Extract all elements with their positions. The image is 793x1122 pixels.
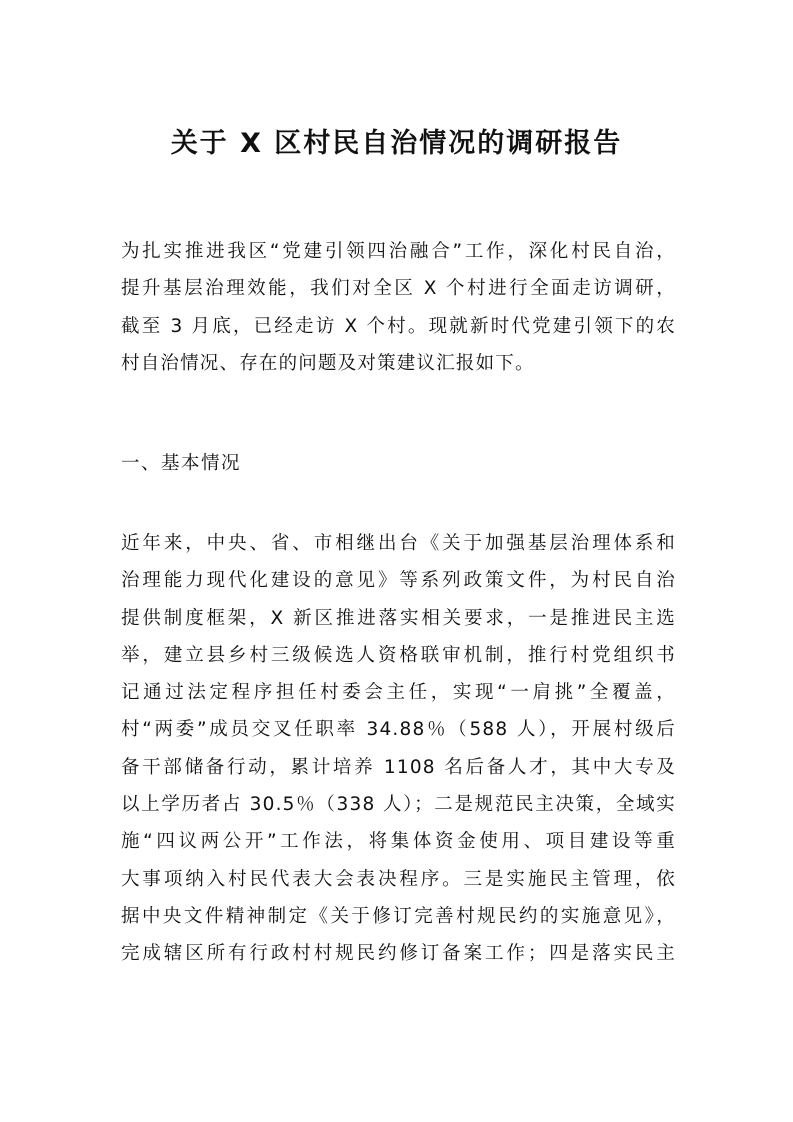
paragraph-line: 村“两委”成员交叉任职率 34.88％（588 人），开展村级后 (121, 719, 676, 741)
paragraph-line: 提升基层治理效能，我们对全区 X 个村进行全面走访调研， (121, 278, 676, 300)
paragraph-line: 提供制度框架，X 新区推进落实相关要求，一是推进民主选 (121, 607, 676, 629)
paragraph-line: 完成辖区所有行政村村规民约修订备案工作；四是落实民主 (121, 943, 676, 965)
paragraph-line: 备干部储备行动，累计培养 1108 名后备人才，其中大专及 (121, 756, 676, 778)
paragraph-line: 近年来，中央、省、市相继出台《关于加强基层治理体系和 (121, 533, 676, 554)
paragraph-line: 据中央文件精神制定《关于修订完善村规民约的实施意见》， (121, 905, 676, 927)
paragraph-line: 村自治情况、存在的问题及对策建议汇报如下。 (121, 352, 535, 374)
paragraph-line: 大事项纳入村民代表大会表决程序。三是实施民主管理，依 (121, 868, 676, 890)
paragraph-line: 举，建立县乡村三级候选人资格联审机制，推行村党组织书 (121, 644, 676, 666)
intro-paragraph (121, 233, 676, 382)
section-paragraph (121, 525, 676, 973)
document-title: 关于 X 区村民自治情况的调研报告 (170, 128, 623, 159)
section-heading: 一、基本情况 (121, 453, 242, 474)
paragraph-line: 为扎实推进我区“党建引领四治融合”工作，深化村民自治， (121, 241, 676, 262)
paragraph-line: 治理能力现代化建设的意见》等系列政策文件，为村民自治 (121, 570, 676, 592)
paragraph-line: 施“四议两公开”工作法，将集体资金使用、项目建设等重 (121, 831, 676, 853)
paragraph-line: 记通过法定程序担任村委会主任，实现“一肩挑”全覆盖， (121, 682, 676, 704)
paragraph-line: 截至 3 月底，已经走访 X 个村。现就新时代党建引领下的农 (121, 315, 676, 337)
paragraph-line: 以上学历者占 30.5％（338 人）；二是规范民主决策，全域实 (121, 794, 676, 816)
